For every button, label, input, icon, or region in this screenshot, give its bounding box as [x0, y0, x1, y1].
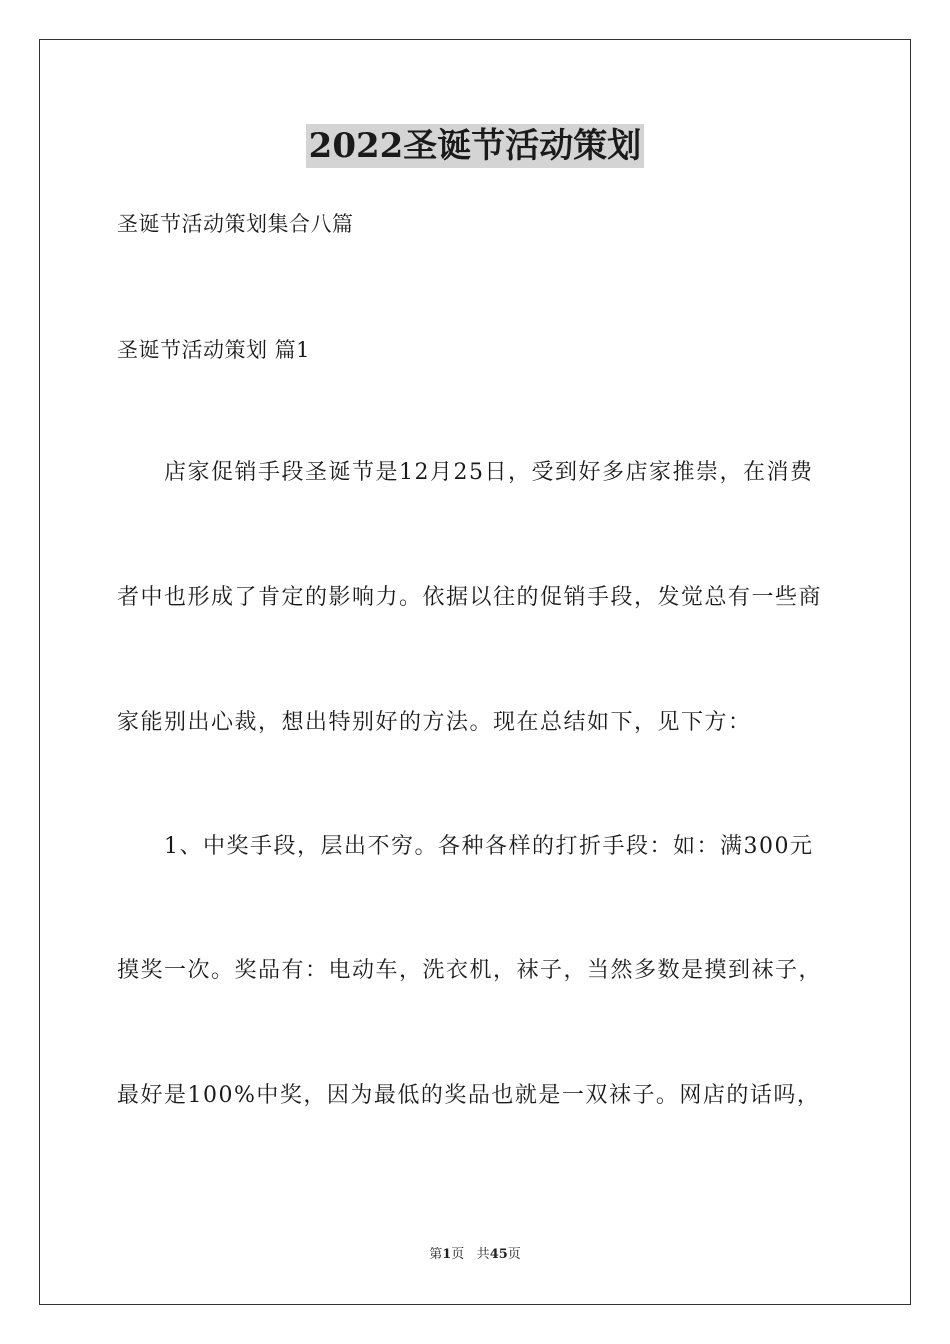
paragraph-line: 店家促销手段圣诞节是12月25日，受到好多店家推崇，在消费: [164, 460, 814, 485]
page-footer: [0, 1246, 950, 1264]
footer-total-pages: 45: [489, 1247, 508, 1262]
paragraph-line: 摸奖一次。奖品有：电动车，洗衣机，袜子，当然多数是摸到袜子，: [117, 958, 823, 983]
title-container: [0, 124, 950, 168]
footer-total-unit: 页: [507, 1247, 521, 1262]
paragraph-line: 家能别出心裁，想出特别好的方法。现在总结如下，见下方：: [117, 710, 752, 735]
footer-page-unit: 页: [451, 1247, 465, 1262]
document-subtitle: 圣诞节活动策划集合八篇: [117, 212, 354, 236]
footer-total-prefix: 共: [476, 1247, 490, 1262]
document-title: 2022圣诞节活动策划: [306, 124, 645, 168]
paragraph-line: 者中也形成了肯定的影响力。依据以往的促销手段，发觉总有一些商: [117, 585, 823, 610]
footer-page-number: 1: [442, 1247, 452, 1262]
paragraph-line: 最好是100%中奖，因为最低的奖品也就是一双袜子。网店的话吗，: [117, 1083, 821, 1108]
section-heading: 圣诞节活动策划 篇1: [117, 338, 311, 362]
footer-page-prefix: 第: [429, 1247, 443, 1262]
paragraph-line: 1、中奖手段，层出不穷。各种各样的打折手段：如：满300元: [164, 834, 814, 859]
